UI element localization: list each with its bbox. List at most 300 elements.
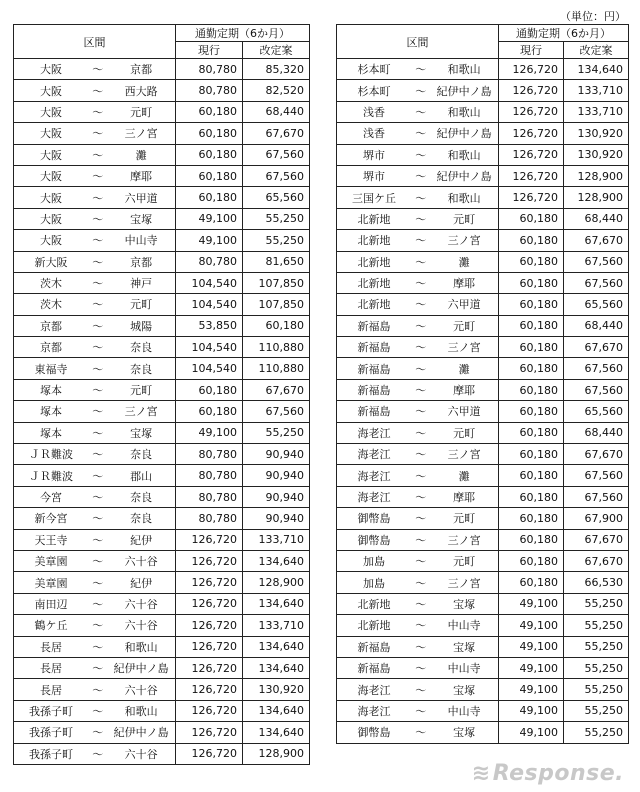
revised-fare: 90,940 (243, 486, 310, 507)
current-fare: 80,780 (176, 465, 243, 486)
table-row (337, 486, 629, 507)
table-row (337, 101, 629, 122)
section-cell (14, 508, 176, 529)
from-station: ＪＲ難波 (29, 469, 74, 483)
current-fare: 49,100 (499, 657, 564, 678)
tilde-separator: ～ (415, 619, 427, 633)
response-logo (472, 761, 624, 786)
revised-fare: 67,670 (564, 337, 629, 358)
from-station: 京都 (40, 319, 63, 333)
revised-fare: 133,710 (243, 615, 310, 636)
revised-fare: 128,900 (564, 187, 629, 208)
revised-fare: 134,640 (243, 636, 310, 657)
tilde-separator: ～ (92, 384, 104, 398)
tilde-separator: ～ (92, 234, 104, 248)
current-fare: 60,180 (176, 123, 243, 144)
to-station: 摩耶 (130, 170, 153, 184)
table-row (337, 679, 629, 700)
revised-fare: 55,250 (564, 679, 629, 700)
current-fare: 126,720 (176, 636, 243, 657)
current-fare: 126,720 (499, 165, 564, 186)
revised-fare: 68,440 (564, 208, 629, 229)
from-station: 北新地 (357, 277, 391, 291)
table-row (14, 722, 310, 743)
to-station: 和歌山 (447, 191, 481, 205)
current-fare: 126,720 (176, 593, 243, 614)
revised-fare: 134,640 (243, 722, 310, 743)
table-row (14, 679, 310, 700)
to-station: 元町 (453, 426, 476, 440)
to-station: 六十谷 (124, 619, 158, 633)
revised-fare: 134,640 (243, 657, 310, 678)
current-fare: 126,720 (176, 743, 243, 764)
revised-fare: 128,900 (243, 572, 310, 593)
revised-fare: 110,880 (243, 358, 310, 379)
tilde-separator: ～ (415, 555, 427, 569)
from-station: 海老江 (357, 683, 391, 697)
revised-fare: 82,520 (243, 80, 310, 101)
from-station: 海老江 (357, 448, 391, 462)
section-cell (14, 636, 176, 657)
section-cell (337, 272, 499, 293)
from-station: 北新地 (357, 234, 391, 248)
current-fare: 126,720 (176, 615, 243, 636)
tilde-separator: ～ (92, 491, 104, 504)
revised-fare: 130,920 (243, 679, 310, 700)
section-cell (337, 444, 499, 465)
from-station: 海老江 (357, 704, 391, 718)
section-cell (337, 722, 499, 743)
section-cell (14, 593, 176, 614)
table-row (337, 529, 629, 550)
table-row (14, 529, 310, 550)
table-row (14, 123, 310, 144)
from-station: 海老江 (357, 426, 391, 440)
to-station: 元町 (453, 212, 476, 226)
table-row (337, 251, 629, 272)
tilde-separator: ～ (415, 426, 427, 440)
tilde-separator: ～ (415, 127, 427, 141)
to-station: 奈良 (130, 341, 153, 355)
current-fare: 80,780 (176, 486, 243, 507)
to-station: 六十谷 (124, 683, 158, 697)
to-station: 京都 (130, 63, 153, 77)
table-row (337, 615, 629, 636)
current-fare: 49,100 (176, 208, 243, 229)
revised-fare: 134,640 (243, 700, 310, 721)
from-station: 新福島 (357, 640, 391, 654)
current-fare: 60,180 (499, 572, 564, 593)
to-station: 紀伊 (130, 576, 153, 590)
table-row (337, 593, 629, 614)
from-station: 新今宮 (34, 512, 68, 526)
revised-fare: 67,670 (564, 230, 629, 251)
from-station: 美章園 (34, 576, 68, 590)
table-row (14, 508, 310, 529)
to-station: 郡山 (130, 469, 153, 483)
table-row (337, 401, 629, 422)
from-station: 北新地 (357, 619, 391, 633)
section-cell (337, 358, 499, 379)
table-row (14, 294, 310, 315)
revised-fare: 133,710 (243, 529, 310, 550)
from-station: 新福島 (357, 319, 391, 333)
current-fare: 126,720 (499, 80, 564, 101)
to-station: 宝塚 (453, 597, 476, 611)
revised-fare: 90,940 (243, 444, 310, 465)
from-station: 東福寺 (34, 362, 68, 376)
to-station: 六十谷 (124, 597, 158, 611)
tilde-separator: ～ (415, 704, 427, 718)
from-station: 大阪 (40, 105, 63, 119)
from-station: 加島 (363, 576, 386, 590)
table-row (337, 187, 629, 208)
section-cell (14, 401, 176, 422)
to-station: 奈良 (130, 491, 153, 504)
current-fare: 80,780 (176, 444, 243, 465)
to-station: 六十谷 (124, 555, 158, 569)
to-station: 中山寺 (447, 704, 481, 718)
revised-fare: 67,670 (564, 529, 629, 550)
section-cell (337, 572, 499, 593)
tilde-separator: ～ (92, 277, 104, 291)
from-station: 堺市 (363, 148, 386, 162)
current-fare: 80,780 (176, 80, 243, 101)
table-row (14, 572, 310, 593)
revised-fare: 55,250 (243, 230, 310, 251)
table-row (337, 337, 629, 358)
revised-fare: 67,560 (564, 465, 629, 486)
current-fare: 126,720 (499, 59, 564, 80)
tilde-separator: ～ (92, 597, 104, 611)
fare-table-left (13, 24, 310, 765)
revised-fare: 67,560 (564, 379, 629, 400)
current-fare: 60,180 (499, 208, 564, 229)
revised-fare: 133,710 (564, 101, 629, 122)
to-station: 六甲道 (124, 191, 158, 205)
header-current: 現行 (499, 42, 564, 59)
from-station: 我孫子町 (29, 704, 74, 718)
table-row (337, 657, 629, 678)
section-cell (337, 636, 499, 657)
current-fare: 60,180 (499, 230, 564, 251)
tilde-separator: ～ (92, 533, 104, 547)
table-row (14, 208, 310, 229)
revised-fare: 130,920 (564, 144, 629, 165)
tilde-separator: ～ (92, 726, 104, 740)
to-station: 和歌山 (447, 63, 481, 77)
from-station: ＪＲ難波 (29, 448, 74, 462)
tilde-separator: ～ (92, 512, 104, 526)
section-cell (14, 615, 176, 636)
section-cell (14, 572, 176, 593)
section-cell (337, 165, 499, 186)
current-fare: 60,180 (499, 315, 564, 336)
table-row (337, 508, 629, 529)
tilde-separator: ～ (92, 640, 104, 654)
current-fare: 60,180 (499, 251, 564, 272)
tilde-separator: ～ (92, 469, 104, 483)
current-fare: 60,180 (499, 550, 564, 571)
tilde-separator: ～ (415, 148, 427, 162)
revised-fare: 107,850 (243, 294, 310, 315)
to-station: 奈良 (130, 362, 153, 376)
from-station: 新福島 (357, 662, 391, 676)
tilde-separator: ～ (415, 726, 427, 740)
to-station: 宝塚 (130, 426, 153, 440)
from-station: 北新地 (357, 212, 391, 226)
to-station: 灘 (458, 255, 470, 269)
current-fare: 60,180 (499, 294, 564, 315)
section-cell (337, 294, 499, 315)
to-station: 紀伊 (130, 533, 153, 547)
tilde-separator: ～ (415, 63, 427, 77)
header-commuter-pass: 通勤定期（6か月） (176, 25, 310, 42)
revised-fare: 67,560 (564, 272, 629, 293)
from-station: 海老江 (357, 491, 391, 504)
revised-fare: 67,670 (243, 379, 310, 400)
revised-fare: 55,250 (564, 700, 629, 721)
current-fare: 49,100 (499, 679, 564, 700)
from-station: 北新地 (357, 597, 391, 611)
revised-fare: 68,440 (564, 422, 629, 443)
current-fare: 60,180 (176, 165, 243, 186)
section-cell (337, 315, 499, 336)
section-cell (14, 722, 176, 743)
revised-fare: 55,250 (564, 722, 629, 743)
tilde-separator: ～ (92, 448, 104, 462)
revised-fare: 68,440 (564, 315, 629, 336)
revised-fare: 67,560 (243, 401, 310, 422)
revised-fare: 55,250 (564, 615, 629, 636)
header-revised: 改定案 (564, 42, 629, 59)
section-cell (14, 251, 176, 272)
tilde-separator: ～ (92, 426, 104, 440)
table-row (337, 722, 629, 743)
tilde-separator: ～ (415, 105, 427, 119)
to-station: 紀伊中ノ島 (113, 726, 169, 740)
section-cell (337, 593, 499, 614)
from-station: 北新地 (357, 255, 391, 269)
from-station: 塚本 (40, 426, 63, 440)
tilde-separator: ～ (92, 255, 104, 269)
header-current: 現行 (176, 42, 243, 59)
current-fare: 49,100 (176, 422, 243, 443)
tilde-separator: ～ (415, 405, 427, 419)
section-cell (14, 422, 176, 443)
from-station: 大阪 (40, 212, 63, 226)
section-cell (14, 486, 176, 507)
section-cell (337, 422, 499, 443)
section-cell (337, 700, 499, 721)
table-row (337, 144, 629, 165)
table-row (14, 657, 310, 678)
table-row (337, 465, 629, 486)
from-station: 新福島 (357, 405, 391, 419)
section-cell (337, 230, 499, 251)
revised-fare: 133,710 (564, 80, 629, 101)
section-cell (14, 101, 176, 122)
table-row (14, 700, 310, 721)
tilde-separator: ～ (415, 640, 427, 654)
current-fare: 60,180 (499, 444, 564, 465)
from-station: 大阪 (40, 127, 63, 141)
tilde-separator: ～ (415, 277, 427, 291)
to-station: 三ノ宮 (447, 576, 481, 590)
from-station: 杉本町 (357, 84, 391, 98)
table-row (337, 208, 629, 229)
tilde-separator: ～ (92, 298, 104, 312)
current-fare: 104,540 (176, 358, 243, 379)
section-cell (337, 80, 499, 101)
watermark-text: Response. (492, 761, 624, 786)
tilde-separator: ～ (92, 576, 104, 590)
header-commuter-pass: 通勤定期（6か月） (499, 25, 629, 42)
from-station: 新大阪 (34, 255, 68, 269)
to-station: 和歌山 (447, 148, 481, 162)
tilde-separator: ～ (92, 405, 104, 419)
current-fare: 126,720 (176, 572, 243, 593)
revised-fare: 130,920 (564, 123, 629, 144)
tilde-separator: ～ (415, 84, 427, 98)
tilde-separator: ～ (415, 191, 427, 205)
to-station: 和歌山 (447, 105, 481, 119)
to-station: 中山寺 (124, 234, 158, 248)
from-station: 我孫子町 (29, 747, 74, 761)
to-station: 元町 (453, 319, 476, 333)
to-station: 六甲道 (447, 298, 481, 312)
tilde-separator: ～ (92, 212, 104, 226)
to-station: 六十谷 (124, 747, 158, 761)
table-row (14, 358, 310, 379)
from-station: 堺市 (363, 170, 386, 184)
revised-fare: 67,560 (243, 165, 310, 186)
tilde-separator: ～ (415, 597, 427, 611)
revised-fare: 85,320 (243, 59, 310, 80)
from-station: 加島 (363, 555, 386, 569)
from-station: 杉本町 (357, 63, 391, 77)
from-station: 長居 (40, 683, 63, 697)
to-station: 三ノ宮 (124, 127, 158, 141)
table-row (14, 251, 310, 272)
table-row (337, 572, 629, 593)
to-station: 灘 (458, 362, 470, 376)
from-station: 新福島 (357, 384, 391, 398)
to-station: 三ノ宮 (447, 533, 481, 547)
to-station: 摩耶 (453, 491, 476, 504)
from-station: 南田辺 (34, 597, 68, 611)
from-station: 新福島 (357, 362, 391, 376)
revised-fare: 67,670 (564, 444, 629, 465)
revised-fare: 128,900 (564, 165, 629, 186)
revised-fare: 67,900 (564, 508, 629, 529)
section-cell (337, 529, 499, 550)
tilde-separator: ～ (415, 533, 427, 547)
from-station: 大阪 (40, 148, 63, 162)
section-cell (14, 679, 176, 700)
section-cell (337, 615, 499, 636)
table-row (14, 743, 310, 764)
current-fare: 60,180 (176, 101, 243, 122)
table-row (14, 444, 310, 465)
tilde-separator: ～ (415, 212, 427, 226)
current-fare: 60,180 (176, 379, 243, 400)
revised-fare: 67,670 (564, 550, 629, 571)
current-fare: 126,720 (499, 101, 564, 122)
tilde-separator: ～ (415, 298, 427, 312)
from-station: 浅香 (363, 127, 386, 141)
from-station: 天王寺 (34, 533, 68, 547)
revised-fare: 55,250 (564, 657, 629, 678)
tilde-separator: ～ (415, 234, 427, 248)
table-row (14, 144, 310, 165)
revised-fare: 107,850 (243, 272, 310, 293)
section-cell (337, 550, 499, 571)
current-fare: 60,180 (499, 529, 564, 550)
to-station: 灘 (135, 148, 147, 162)
current-fare: 49,100 (176, 230, 243, 251)
table-row (14, 59, 310, 80)
from-station: 京都 (40, 341, 63, 355)
section-cell (337, 337, 499, 358)
table-row (337, 358, 629, 379)
tilde-separator: ～ (92, 704, 104, 718)
from-station: 北新地 (357, 298, 391, 312)
from-station: 塚本 (40, 405, 63, 419)
current-fare: 49,100 (499, 615, 564, 636)
revised-fare: 134,640 (243, 550, 310, 571)
tilde-separator: ～ (415, 469, 427, 483)
to-station: 中山寺 (447, 619, 481, 633)
from-station: 御幣島 (357, 726, 391, 740)
current-fare: 60,180 (499, 508, 564, 529)
table-row (14, 636, 310, 657)
header-section: 区間 (337, 25, 499, 59)
current-fare: 60,180 (499, 272, 564, 293)
current-fare: 53,850 (176, 315, 243, 336)
tilde-separator: ～ (92, 619, 104, 633)
current-fare: 49,100 (499, 722, 564, 743)
section-cell (14, 294, 176, 315)
section-cell (14, 657, 176, 678)
table-row (14, 401, 310, 422)
revised-fare: 67,560 (564, 486, 629, 507)
from-station: 御幣島 (357, 512, 391, 526)
revised-fare: 55,250 (564, 636, 629, 657)
revised-fare: 68,440 (243, 101, 310, 122)
table-row (337, 272, 629, 293)
tilde-separator: ～ (415, 491, 427, 504)
current-fare: 60,180 (176, 187, 243, 208)
section-cell (14, 550, 176, 571)
table-row (14, 230, 310, 251)
revised-fare: 55,250 (243, 422, 310, 443)
section-cell (337, 59, 499, 80)
to-station: 灘 (458, 469, 470, 483)
from-station: 長居 (40, 640, 63, 654)
section-cell (337, 508, 499, 529)
to-station: 三ノ宮 (447, 448, 481, 462)
section-cell (337, 251, 499, 272)
from-station: 三国ケ丘 (352, 191, 397, 205)
section-cell (14, 444, 176, 465)
to-station: 奈良 (130, 448, 153, 462)
from-station: 新福島 (357, 341, 391, 355)
table-row (14, 165, 310, 186)
current-fare: 104,540 (176, 272, 243, 293)
table-row (337, 444, 629, 465)
to-station: 京都 (130, 255, 153, 269)
